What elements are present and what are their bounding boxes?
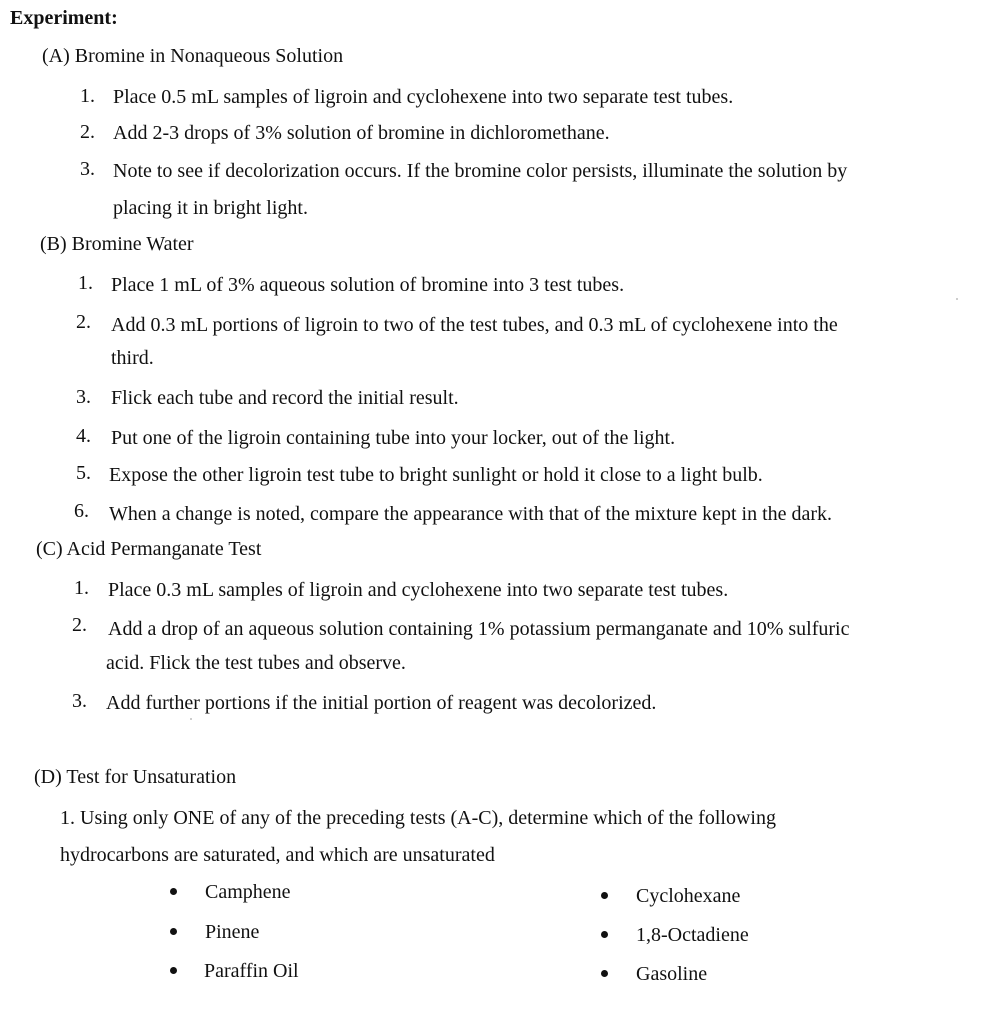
section-b-step-4-number: 4.	[76, 425, 91, 447]
section-b-step-2-text: Add 0.3 mL portions of ligroin to two of the test tubes, and 0.3 mL of cyclohexene into the	[111, 314, 838, 336]
list-item-pinene: Pinene	[205, 921, 260, 943]
list-item-camphene: Camphene	[205, 881, 291, 903]
section-b-step-4-text: Put one of the ligroin containing tube into your locker, out of the light.	[111, 427, 676, 449]
page-title: Experiment:	[10, 7, 118, 29]
section-b-step-6-number: 6.	[74, 500, 89, 522]
section-a-step-1-number: 1.	[80, 85, 95, 107]
list-item-paraffin-oil: Paraffin Oil	[204, 960, 299, 982]
section-c-heading: (C) Acid Permanganate Test	[36, 538, 262, 560]
bullet-icon	[601, 892, 608, 899]
section-c-step-1-number: 1.	[74, 577, 89, 599]
section-d-heading: (D) Test for Unsaturation	[34, 766, 237, 788]
section-b-step-3-text: Flick each tube and record the initial result.	[111, 387, 459, 409]
section-d-intro-line-1: 1. Using only ONE of any of the preceding tests (A-C), determine which of the following	[60, 807, 776, 829]
bullet-icon	[601, 970, 608, 977]
section-b-step-2-text-cont: third.	[111, 347, 154, 369]
section-b-step-6-text: When a change is noted, compare the appearance with that of the mixture kept in the dark.	[109, 503, 833, 525]
section-c-step-2-text-cont: acid. Flick the test tubes and observe.	[106, 652, 406, 674]
list-item-gasoline: Gasoline	[636, 963, 708, 985]
scan-speck	[190, 718, 192, 720]
section-c-step-3-text: Add further portions if the initial portion of reagent was decolorized.	[106, 692, 657, 714]
section-a-step-2-number: 2.	[80, 121, 95, 143]
section-c-step-1-text: Place 0.3 mL samples of ligroin and cyclohexene into two separate test tubes.	[108, 579, 729, 601]
section-b-step-1-number: 1.	[78, 272, 93, 294]
section-a-step-3-text-cont: placing it in bright light.	[113, 197, 308, 219]
section-b-heading: (B) Bromine Water	[40, 233, 194, 255]
bullet-icon	[170, 967, 177, 974]
section-a-step-2-text: Add 2-3 drops of 3% solution of bromine in dichloromethane.	[113, 122, 610, 144]
scan-speck	[956, 298, 958, 300]
section-a-step-1-text: Place 0.5 mL samples of ligroin and cyclohexene into two separate test tubes.	[113, 86, 734, 108]
section-b-step-5-text: Expose the other ligroin test tube to bright sunlight or hold it close to a light bulb.	[109, 464, 763, 486]
section-b-step-5-number: 5.	[76, 462, 91, 484]
bullet-icon	[170, 888, 177, 895]
section-a-step-3-text: Note to see if decolorization occurs. If the bromine color persists, illuminate the solution by	[113, 160, 848, 182]
list-item-cyclohexane: Cyclohexane	[636, 885, 741, 907]
section-c-step-2-text: Add a drop of an aqueous solution containing 1% potassium permanganate and 10% sulfuric	[108, 618, 850, 640]
bullet-icon	[170, 928, 177, 935]
list-item-octadiene: 1,8-Octadiene	[636, 924, 749, 946]
section-a-step-3-number: 3.	[80, 158, 95, 180]
section-c-step-3-number: 3.	[72, 690, 87, 712]
section-a-heading: (A) Bromine in Nonaqueous Solution	[42, 45, 344, 67]
section-b-step-1-text: Place 1 mL of 3% aqueous solution of bromine into 3 test tubes.	[111, 274, 625, 296]
section-d-intro-line-2: hydrocarbons are saturated, and which are unsaturated	[60, 844, 495, 866]
bullet-icon	[601, 931, 608, 938]
section-c-step-2-number: 2.	[72, 614, 87, 636]
section-b-step-3-number: 3.	[76, 386, 91, 408]
section-b-step-2-number: 2.	[76, 311, 91, 333]
